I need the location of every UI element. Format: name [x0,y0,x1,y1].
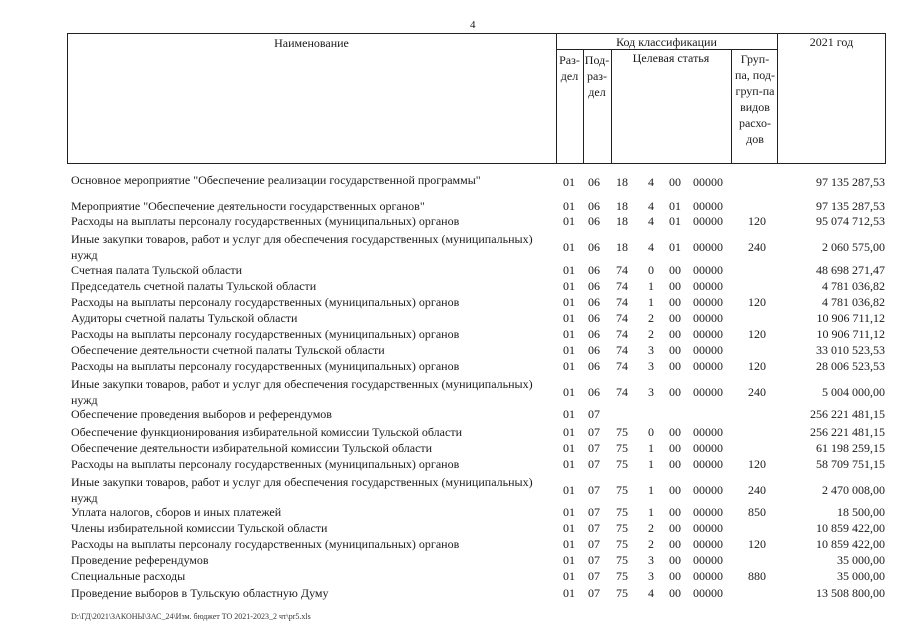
row-code-pr: 06 [588,385,600,399]
row-amount: 10 906 711,12 [816,327,885,341]
row-code-cs1: 75 [616,553,628,567]
row-name: Проведение референдумов [71,553,209,567]
row-code-rz: 01 [563,359,575,373]
row-amount: 10 859 422,00 [816,537,885,551]
row-code-cs1: 74 [616,311,628,325]
row-code-cs1: 75 [616,569,628,583]
row-code-cs4: 00000 [693,586,723,600]
row-amount: 4 781 036,82 [822,279,885,293]
row-code-cs3: 00 [669,483,681,497]
row-code-cs4: 00000 [693,359,723,373]
row-code-pr: 07 [588,441,600,455]
row-name: Расходы на выплаты персоналу государственных (муниципальных) органов [71,327,460,341]
row-amount: 4 781 036,82 [822,295,885,309]
row-amount: 48 698 271,47 [816,263,885,277]
row-code-pr: 07 [588,586,600,600]
row-code-cs1: 18 [616,175,628,189]
row-name: Основное мероприятие "Обеспечение реализации государственной программы" [71,173,481,187]
row-name: Члены избирательной комиссии Тульской области [71,521,328,535]
row-amount: 2 060 575,00 [822,240,885,254]
row-code-cs3: 01 [669,240,681,254]
row-code-cs4: 00000 [693,441,723,455]
row-code-pr: 06 [588,175,600,189]
row-code-cs4: 00000 [693,327,723,341]
row-code-cs1: 75 [616,521,628,535]
row-code-cs2: 1 [648,505,654,519]
row-amount: 13 508 800,00 [816,586,885,600]
row-code-vr: 120 [748,359,766,373]
row-code-cs1: 75 [616,441,628,455]
row-name: Расходы на выплаты персоналу государственных (муниципальных) органов [71,295,460,309]
row-name: Уплата налогов, сборов и иных платежей [71,505,282,519]
row-code-rz: 01 [563,441,575,455]
row-code-cs1: 75 [616,457,628,471]
row-code-pr: 06 [588,359,600,373]
row-amount: 95 074 712,53 [816,214,885,228]
row-code-cs3: 00 [669,343,681,357]
row-code-rz: 01 [563,311,575,325]
header-code-group: Код классификации [616,35,717,49]
row-code-rz: 01 [563,175,575,189]
row-amount: 61 198 259,15 [816,441,885,455]
row-code-rz: 01 [563,521,575,535]
row-code-rz: 01 [563,279,575,293]
row-code-cs2: 4 [648,199,654,213]
row-code-cs1: 75 [616,483,628,497]
row-amount: 35 000,00 [837,569,885,583]
row-code-cs2: 1 [648,483,654,497]
row-amount: 10 906 711,12 [816,311,885,325]
row-code-rz: 01 [563,240,575,254]
row-code-rz: 01 [563,343,575,357]
row-amount: 28 006 523,53 [816,359,885,373]
row-name: Обеспечение деятельности избирательной комиссии Тульской области [71,441,433,455]
row-code-cs2: 2 [648,537,654,551]
row-amount: 256 221 481,15 [810,425,885,439]
row-code-pr: 06 [588,343,600,357]
row-code-cs3: 00 [669,295,681,309]
header-year: 2021 год [809,35,854,49]
row-code-pr: 06 [588,295,600,309]
row-code-vr: 120 [748,295,766,309]
row-code-pr: 07 [588,521,600,535]
row-code-cs3: 00 [669,327,681,341]
row-name: Расходы на выплаты персоналу государственных (муниципальных) органов [71,537,460,551]
row-code-pr: 07 [588,425,600,439]
row-name: Иные закупки товаров, работ и услуг для обеспечения государственных (муниципальных) нужд [71,377,533,407]
row-code-cs2: 1 [648,457,654,471]
row-code-cs3: 00 [669,457,681,471]
row-code-rz: 01 [563,483,575,497]
row-name: Расходы на выплаты персоналу государственных (муниципальных) органов [71,359,460,373]
row-amount: 58 709 751,15 [816,457,885,471]
row-code-rz: 01 [563,327,575,341]
row-code-cs4: 00000 [693,263,723,277]
header-podrazdel: Под-раз-дел [584,53,610,99]
row-code-rz: 01 [563,295,575,309]
row-amount: 33 010 523,53 [816,343,885,357]
row-code-cs2: 1 [648,441,654,455]
row-code-cs1: 18 [616,199,628,213]
row-code-cs3: 00 [669,311,681,325]
row-code-pr: 07 [588,505,600,519]
header-group: Груп-па, под-груп-па видов расхо-дов [735,52,775,146]
row-code-pr: 06 [588,279,600,293]
row-code-cs2: 3 [648,569,654,583]
row-code-cs4: 00000 [693,295,723,309]
row-name: Специальные расходы [71,569,186,583]
row-name: Мероприятие "Обеспечение деятельности государственных органов" [71,199,425,213]
row-code-cs2: 3 [648,553,654,567]
page-number: 4 [470,19,476,31]
row-amount: 2 470 008,00 [822,483,885,497]
row-code-cs3: 00 [669,385,681,399]
row-code-cs3: 00 [669,359,681,373]
row-code-vr: 120 [748,214,766,228]
row-code-cs4: 00000 [693,343,723,357]
row-code-cs1: 74 [616,359,628,373]
row-code-cs4: 00000 [693,279,723,293]
row-code-cs1: 74 [616,343,628,357]
row-code-vr: 120 [748,327,766,341]
row-code-vr: 850 [748,505,766,519]
row-code-vr: 120 [748,537,766,551]
row-code-vr: 120 [748,457,766,471]
header-name: Наименование [274,36,349,50]
row-code-cs2: 0 [648,263,654,277]
row-name: Обеспечение функционирования избирательной комиссии Тульской области [71,425,462,439]
row-code-cs3: 01 [669,214,681,228]
row-code-cs2: 0 [648,425,654,439]
row-code-cs2: 2 [648,327,654,341]
row-code-cs3: 00 [669,425,681,439]
row-code-pr: 07 [588,569,600,583]
row-name: Расходы на выплаты персоналу государственных (муниципальных) органов [71,457,460,471]
row-code-cs2: 3 [648,385,654,399]
row-code-cs1: 74 [616,327,628,341]
header-razdel: Раз-дел [559,53,580,83]
row-code-cs3: 01 [669,199,681,213]
row-code-cs1: 75 [616,537,628,551]
row-code-pr: 06 [588,327,600,341]
row-code-cs3: 00 [669,521,681,535]
row-code-cs1: 74 [616,385,628,399]
row-name: Проведение выборов в Тульскую областную Думу [71,586,329,600]
row-code-cs4: 00000 [693,505,723,519]
row-code-cs4: 00000 [693,569,723,583]
row-code-cs2: 2 [648,311,654,325]
row-name: Иные закупки товаров, работ и услуг для обеспечения государственных (муниципальных) нужд [71,475,533,505]
row-name: Счетная палата Тульской области [71,263,243,277]
row-code-cs2: 4 [648,175,654,189]
row-code-pr: 07 [588,483,600,497]
row-code-cs1: 75 [616,505,628,519]
row-name: Обеспечение проведения выборов и референдумов [71,407,332,421]
row-code-pr: 06 [588,199,600,213]
row-code-cs4: 00000 [693,483,723,497]
row-code-rz: 01 [563,553,575,567]
row-code-rz: 01 [563,214,575,228]
row-code-cs1: 18 [616,240,628,254]
row-code-cs3: 00 [669,505,681,519]
header-target: Целевая статья [632,51,710,65]
row-code-cs4: 00000 [693,553,723,567]
row-amount: 18 500,00 [837,505,885,519]
row-code-cs4: 00000 [693,175,723,189]
row-code-cs3: 00 [669,175,681,189]
row-code-cs1: 18 [616,214,628,228]
row-code-cs1: 75 [616,425,628,439]
row-code-pr: 06 [588,240,600,254]
row-code-cs2: 4 [648,240,654,254]
file-path: D:\ГД\2021\ЗАКОНЫ\ЗАС_24\Изм. бюджет ТО 2021-2023_2 чт\pr5.xls [71,612,311,621]
row-code-cs3: 00 [669,553,681,567]
row-code-pr: 07 [588,407,600,421]
row-code-cs3: 00 [669,441,681,455]
row-code-cs1: 74 [616,295,628,309]
row-name: Обеспечение деятельности счетной палаты Тульской области [71,343,385,357]
row-code-cs2: 3 [648,359,654,373]
row-code-cs4: 00000 [693,385,723,399]
row-code-pr: 07 [588,537,600,551]
row-code-cs2: 4 [648,586,654,600]
row-code-pr: 06 [588,263,600,277]
row-code-cs3: 00 [669,586,681,600]
row-code-cs1: 75 [616,586,628,600]
row-code-rz: 01 [563,537,575,551]
row-amount: 5 004 000,00 [822,385,885,399]
row-code-cs4: 00000 [693,425,723,439]
row-code-vr: 240 [748,240,766,254]
row-amount: 97 135 287,53 [816,199,885,213]
row-code-vr: 880 [748,569,766,583]
row-code-cs3: 00 [669,569,681,583]
row-code-pr: 06 [588,214,600,228]
row-code-cs2: 2 [648,521,654,535]
row-code-cs2: 1 [648,279,654,293]
row-code-cs4: 00000 [693,240,723,254]
row-name: Аудиторы счетной палаты Тульской области [71,311,298,325]
row-amount: 10 859 422,00 [816,521,885,535]
row-code-cs3: 00 [669,279,681,293]
row-code-rz: 01 [563,263,575,277]
row-code-rz: 01 [563,586,575,600]
row-code-cs3: 00 [669,537,681,551]
row-code-vr: 240 [748,385,766,399]
row-code-cs1: 74 [616,279,628,293]
row-code-cs2: 3 [648,343,654,357]
row-code-cs4: 00000 [693,311,723,325]
row-amount: 35 000,00 [837,553,885,567]
row-name: Иные закупки товаров, работ и услуг для обеспечения государственных (муниципальных) нужд [71,232,533,262]
row-code-cs4: 00000 [693,214,723,228]
row-code-vr: 240 [748,483,766,497]
row-code-cs4: 00000 [693,537,723,551]
row-code-cs4: 00000 [693,199,723,213]
row-code-cs4: 00000 [693,521,723,535]
row-code-cs2: 4 [648,214,654,228]
row-code-cs1: 74 [616,263,628,277]
row-code-pr: 07 [588,457,600,471]
row-code-cs2: 1 [648,295,654,309]
row-code-rz: 01 [563,457,575,471]
row-code-rz: 01 [563,505,575,519]
row-amount: 256 221 481,15 [810,407,885,421]
row-code-pr: 07 [588,553,600,567]
row-code-rz: 01 [563,407,575,421]
row-code-rz: 01 [563,425,575,439]
row-code-cs4: 00000 [693,457,723,471]
row-name: Расходы на выплаты персоналу государственных (муниципальных) органов [71,214,460,228]
row-code-rz: 01 [563,569,575,583]
row-code-cs3: 00 [669,263,681,277]
row-amount: 97 135 287,53 [816,175,885,189]
row-code-pr: 06 [588,311,600,325]
row-code-rz: 01 [563,385,575,399]
row-code-rz: 01 [563,199,575,213]
row-name: Председатель счетной палаты Тульской области [71,279,317,293]
